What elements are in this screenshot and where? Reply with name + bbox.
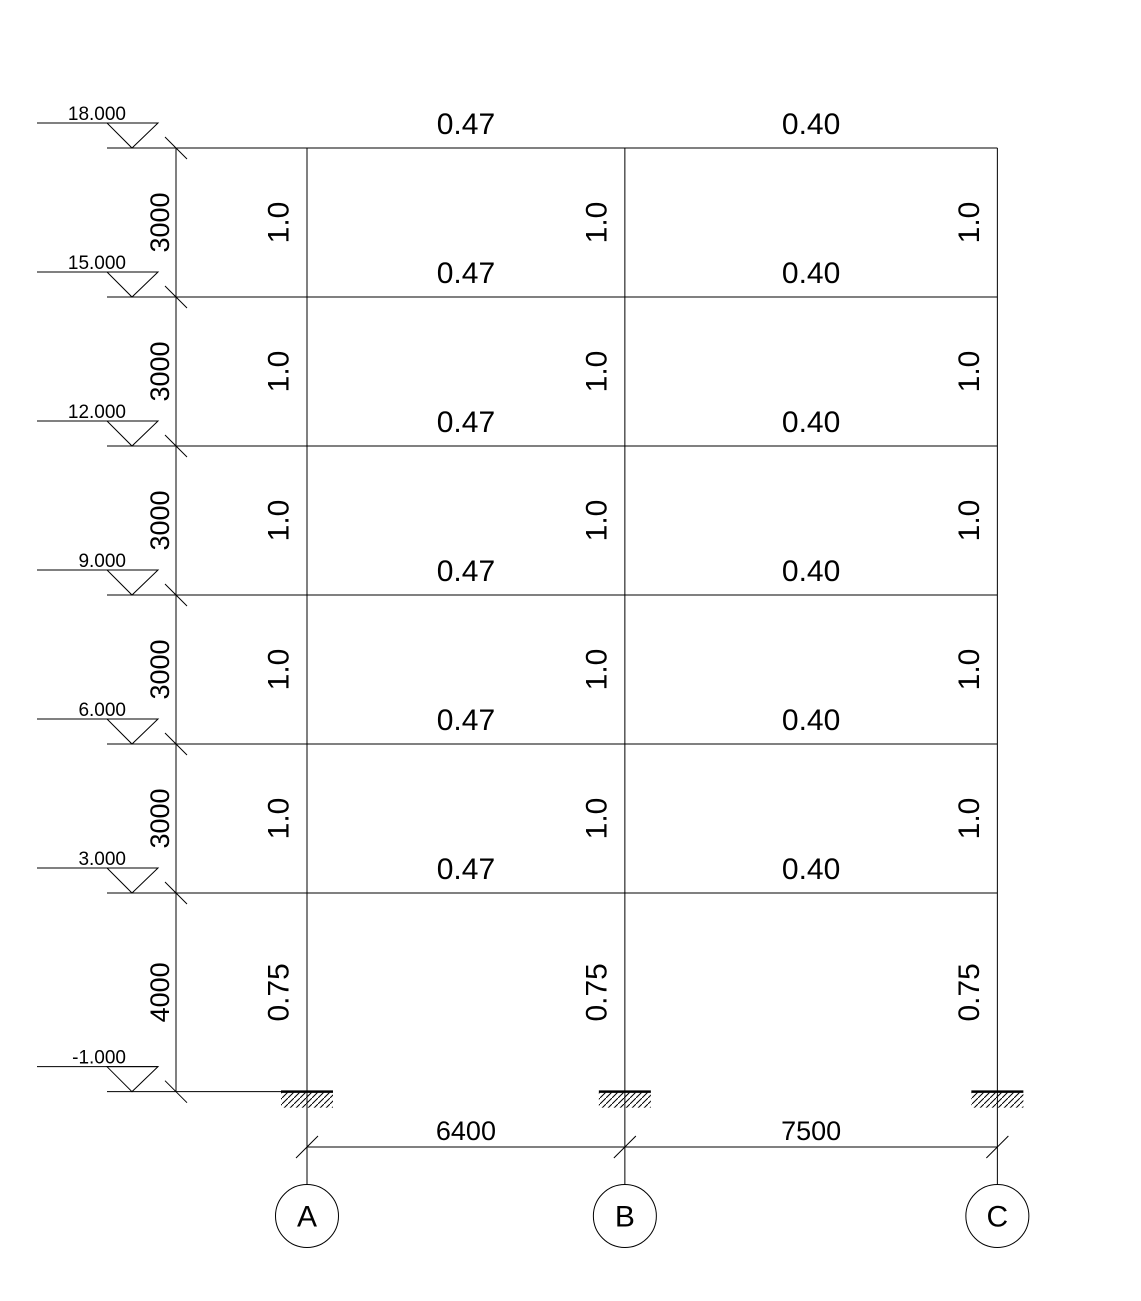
column-stiffness-label: 1.0: [580, 797, 614, 840]
support-hatch: [281, 1093, 333, 1108]
column-stiffness-label: 1.0: [580, 499, 614, 542]
column-stiffness-label: 1.0: [262, 648, 296, 691]
beam-load-label: 0.47: [436, 406, 496, 440]
bay-width-label: 7500: [781, 1116, 842, 1146]
story-height-label: 3000: [145, 341, 175, 402]
elevation-label: 12.000: [67, 402, 126, 424]
level-marker-triangle: [107, 123, 158, 148]
column-stiffness-label: 1.0: [952, 499, 986, 542]
level-marker-triangle: [107, 570, 158, 595]
grid-bubble-label: B: [614, 1200, 635, 1234]
column-stiffness-label: 1.0: [262, 499, 296, 542]
column-stiffness-label: 1.0: [952, 201, 986, 244]
story-height-label: 3000: [145, 639, 175, 700]
column-stiffness-label: 1.0: [262, 350, 296, 393]
level-marker-triangle: [107, 1067, 158, 1092]
column-stiffness-label: 1.0: [580, 648, 614, 691]
beam-load-label: 0.47: [436, 108, 496, 141]
support-hatch: [971, 1093, 1023, 1108]
beam-load-label: 0.47: [436, 555, 496, 589]
column-stiffness-label: 1.0: [580, 350, 614, 393]
bay-width-label: 6400: [435, 1116, 496, 1146]
story-height-label: 3000: [145, 788, 175, 849]
level-marker-triangle: [107, 868, 158, 893]
beam-load-label: 0.47: [436, 704, 496, 738]
grid-bubble-label: A: [296, 1200, 318, 1234]
beam-load-label: 0.47: [436, 257, 496, 291]
level-marker-triangle: [107, 719, 158, 744]
column-stiffness-label: 0.75: [952, 963, 986, 1022]
beam-load-label: 0.40: [781, 108, 841, 141]
beam-load-label: 0.40: [781, 853, 841, 887]
elevation-label: 3.000: [78, 849, 126, 871]
column-stiffness-label: 1.0: [580, 201, 614, 244]
column-stiffness-label: 1.0: [952, 350, 986, 393]
column-stiffness-label: 1.0: [262, 201, 296, 244]
grid-bubble-label: C: [986, 1200, 1009, 1234]
story-height-label: 4000: [145, 962, 175, 1023]
column-stiffness-label: 0.75: [262, 963, 296, 1022]
story-height-label: 3000: [145, 490, 175, 551]
elevation-label: 18.000: [67, 104, 126, 125]
column-stiffness-label: 1.0: [952, 797, 986, 840]
elevation-label: 9.000: [78, 551, 126, 573]
column-stiffness-label: 1.0: [262, 797, 296, 840]
column-stiffness-label: 0.75: [580, 963, 614, 1022]
story-height-label: 3000: [145, 192, 175, 253]
elevation-label: 6.000: [78, 700, 126, 722]
support-hatch: [599, 1093, 651, 1108]
beam-load-label: 0.40: [781, 704, 841, 738]
beam-load-label: 0.47: [436, 853, 496, 887]
column-stiffness-label: 1.0: [952, 648, 986, 691]
beam-load-label: 0.40: [781, 555, 841, 589]
level-marker-triangle: [107, 421, 158, 446]
beam-load-label: 0.40: [781, 406, 841, 440]
elevation-label: -1.000: [72, 1047, 126, 1069]
beam-load-label: 0.40: [781, 257, 841, 291]
level-marker-triangle: [107, 272, 158, 297]
elevation-label: 15.000: [67, 253, 126, 275]
